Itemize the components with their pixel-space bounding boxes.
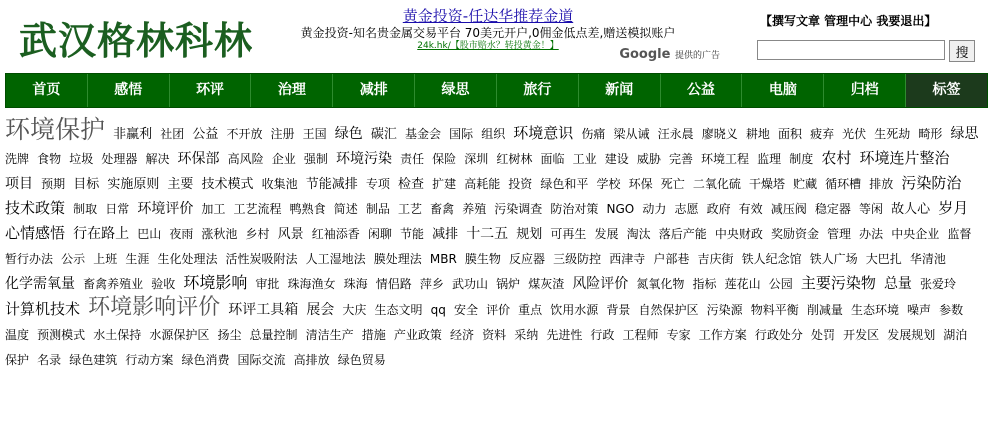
- tag-link[interactable]: 行政处分: [754, 328, 803, 342]
- nav-item[interactable]: 首页: [6, 74, 88, 107]
- tag-link[interactable]: 公园: [768, 277, 793, 291]
- tag-link[interactable]: 生涯: [125, 252, 150, 266]
- tag-link[interactable]: 绿色建筑: [69, 353, 118, 367]
- tag-link[interactable]: 红袖添香: [311, 227, 360, 241]
- tag-link[interactable]: 有效: [738, 202, 763, 216]
- tag-link[interactable]: 温度: [5, 328, 30, 342]
- tag-link[interactable]: 奖励资金: [770, 227, 819, 241]
- tag-link[interactable]: 莲花山: [724, 277, 761, 291]
- ad-brand-note: 提供的广告: [674, 50, 720, 61]
- tag-link[interactable]: 国际: [449, 127, 474, 141]
- tag-link[interactable]: 基金会: [404, 127, 441, 141]
- tag-link[interactable]: 采纳: [514, 328, 539, 342]
- tag-link[interactable]: 红树林: [496, 152, 533, 166]
- tag-link[interactable]: 户部巷: [653, 252, 690, 266]
- tag-link[interactable]: 节能减排: [305, 177, 358, 192]
- tag-link[interactable]: 珠海渔女: [287, 277, 336, 291]
- tag-link[interactable]: 水源保护区: [149, 328, 210, 342]
- tag-link[interactable]: 制取: [73, 202, 98, 216]
- tag-link[interactable]: 政府: [706, 202, 731, 216]
- tag-link[interactable]: 工业: [572, 152, 597, 166]
- tag-link[interactable]: 保护: [5, 353, 30, 367]
- tag-link[interactable]: 华清池: [909, 252, 946, 266]
- tag-link[interactable]: 落后产能: [658, 227, 707, 241]
- tag-link[interactable]: 中央企业: [891, 227, 940, 241]
- tag-link[interactable]: 农村: [821, 149, 852, 167]
- tag-link[interactable]: 监理: [757, 152, 782, 166]
- tag-link[interactable]: 强制: [303, 152, 328, 166]
- tag-link[interactable]: 开发区: [843, 328, 880, 342]
- tag-link[interactable]: 夜雨: [169, 227, 194, 241]
- tag-link[interactable]: 饮用水源: [550, 303, 599, 317]
- tag-link[interactable]: 武功山: [451, 277, 488, 291]
- tag-link[interactable]: 风险评价: [572, 276, 629, 292]
- tag-link[interactable]: 专项: [365, 177, 390, 191]
- tag-link[interactable]: 动力: [642, 202, 667, 216]
- tag-link[interactable]: 高风险: [227, 152, 264, 166]
- tag-link[interactable]: 经济: [449, 328, 474, 342]
- tag-link[interactable]: 生态文明: [374, 303, 423, 317]
- tag-link[interactable]: 洗牌: [5, 152, 30, 166]
- tag-link[interactable]: 暂行办法: [5, 252, 54, 266]
- nav-item[interactable]: 旅行: [497, 74, 579, 107]
- tag-link[interactable]: 技术政策: [5, 199, 66, 217]
- tag-link[interactable]: 环保部: [177, 151, 220, 167]
- tag-link[interactable]: 学校: [596, 177, 621, 191]
- tag-link[interactable]: 自然保护区: [638, 303, 699, 317]
- tag-link[interactable]: 绿色贸易: [337, 353, 386, 367]
- tag-link[interactable]: 情侣路: [375, 277, 412, 291]
- tag-link[interactable]: 产业政策: [393, 328, 442, 342]
- tag-link[interactable]: 畜禽养殖业: [83, 277, 144, 291]
- tag-link[interactable]: 公示: [61, 252, 86, 266]
- tag-link[interactable]: 非赢利: [113, 127, 153, 142]
- tag-link[interactable]: 企业: [271, 152, 296, 166]
- tag-link[interactable]: 环境工程: [701, 152, 750, 166]
- tag-link[interactable]: 组织: [481, 127, 506, 141]
- tag-link[interactable]: 威胁: [636, 152, 661, 166]
- tag-link[interactable]: 指标: [692, 277, 717, 291]
- tag-link[interactable]: 绿色消费: [181, 353, 230, 367]
- tag-link[interactable]: 加工: [201, 202, 226, 216]
- ad-description: 黄金投资-知名贵金属交易平台 70美元开户,0佣金低点差,赠送模拟账户: [300, 25, 676, 40]
- tag-link[interactable]: 心情感悟: [5, 224, 66, 242]
- tag-link[interactable]: 实施原则: [107, 177, 160, 192]
- tag-link[interactable]: 淘汰: [626, 227, 651, 241]
- nav-item[interactable]: 绿思: [415, 74, 497, 107]
- tag-link[interactable]: 制度: [789, 152, 814, 166]
- nav-item[interactable]: 电脑: [742, 74, 824, 107]
- tag-link[interactable]: 节能: [399, 227, 424, 241]
- tag-link[interactable]: 王国: [302, 127, 327, 141]
- tag-link[interactable]: 责任: [400, 152, 425, 166]
- tag-link[interactable]: 行在路上: [73, 226, 130, 242]
- tag-link[interactable]: 面临: [540, 152, 565, 166]
- tag-link[interactable]: 面积: [777, 127, 802, 141]
- tag-link[interactable]: 生态环境: [850, 303, 899, 317]
- tag-link[interactable]: 不开放: [226, 127, 263, 141]
- tag-link[interactable]: 锅炉: [496, 277, 521, 291]
- tag-link[interactable]: 扩建: [432, 177, 457, 191]
- tag-link[interactable]: qq: [430, 303, 446, 317]
- tag-link[interactable]: 氮氧化物: [636, 277, 685, 291]
- tag-link[interactable]: 志愿: [674, 202, 699, 216]
- tag-link[interactable]: 污染源: [706, 303, 743, 317]
- tag-link[interactable]: 生死劫: [874, 127, 911, 141]
- tag-link[interactable]: 廖晓义: [701, 127, 738, 141]
- tag-link[interactable]: 物料平衡: [750, 303, 799, 317]
- google-ad: [254, 5, 722, 65]
- tag-link[interactable]: 湖泊: [943, 328, 968, 342]
- tag-link[interactable]: 伤痛: [581, 127, 606, 141]
- nav-item[interactable]: 归档: [824, 74, 906, 107]
- tag-link[interactable]: 措施: [361, 328, 386, 342]
- tag-link[interactable]: 目标: [73, 177, 100, 192]
- tag-link[interactable]: 排放: [869, 177, 894, 191]
- tag-link[interactable]: 工艺: [397, 202, 422, 216]
- tag-link[interactable]: 展会: [306, 302, 335, 318]
- tag-link[interactable]: 养殖: [462, 202, 487, 216]
- tag-link[interactable]: 畸形: [918, 127, 943, 141]
- tag-link[interactable]: 鸭熟食: [289, 202, 326, 216]
- search-button[interactable]: 搜: [949, 40, 975, 62]
- tag-link[interactable]: 投资: [508, 177, 533, 191]
- tag-link[interactable]: 循环槽: [825, 177, 862, 191]
- tag-link[interactable]: 反应器: [509, 252, 546, 266]
- tag-link[interactable]: 中央财政: [714, 227, 763, 241]
- tag-link[interactable]: 生化处理法: [157, 252, 218, 266]
- tag-link[interactable]: 环境连片整治: [859, 149, 950, 167]
- tag-link[interactable]: 工作方案: [698, 328, 747, 342]
- tag-link[interactable]: 审批: [255, 277, 280, 291]
- tag-link[interactable]: 高排放: [293, 353, 330, 367]
- site-header: [0, 0, 1003, 70]
- nav-item[interactable]: 减排: [333, 74, 415, 107]
- tag-link[interactable]: 膜生物: [464, 252, 501, 266]
- tag-link[interactable]: 社团: [160, 127, 185, 141]
- tag-link[interactable]: 大巴扎: [865, 252, 902, 266]
- tag-link[interactable]: 汪永晨: [657, 127, 694, 141]
- tag-link[interactable]: 办法: [859, 227, 884, 241]
- tag-link[interactable]: 保险: [432, 152, 457, 166]
- tag-link[interactable]: 安全: [453, 303, 478, 317]
- tag-link[interactable]: 人工湿地法: [305, 252, 366, 266]
- tag-link[interactable]: 梁从诫: [613, 127, 650, 141]
- tag-link[interactable]: 涨秋池: [201, 227, 238, 241]
- tag-link[interactable]: 解决: [145, 152, 170, 166]
- tag-link[interactable]: 先进性: [546, 328, 583, 342]
- tag-link[interactable]: 制品: [365, 202, 390, 216]
- tag-link[interactable]: 扬尘: [217, 328, 242, 342]
- tag-link[interactable]: 垃圾: [69, 152, 94, 166]
- tag-link[interactable]: 干燥塔: [748, 177, 785, 191]
- tag-link[interactable]: 乡村: [245, 227, 270, 241]
- nav-item[interactable]: 标签: [906, 74, 987, 107]
- ad-title-link[interactable]: 黄金投资-任达华推荐金道: [402, 7, 574, 25]
- tag-link[interactable]: 评价: [486, 303, 511, 317]
- tag-link[interactable]: 可再生: [550, 227, 587, 241]
- user-links[interactable]: 【撰写文章 管理中心 我要退出】: [760, 14, 937, 28]
- tag-link[interactable]: 环评工具箱: [228, 302, 299, 318]
- tag-link[interactable]: 计算机技术: [5, 300, 81, 318]
- tag-link[interactable]: 项目: [5, 176, 33, 192]
- tag-link[interactable]: 巴山: [137, 227, 162, 241]
- tag-link[interactable]: 萍乡: [419, 277, 444, 291]
- tag-link[interactable]: 上班: [93, 252, 118, 266]
- tag-link[interactable]: 注册: [270, 127, 295, 141]
- tag-link[interactable]: MBR: [429, 252, 457, 266]
- tag-link[interactable]: 死亡: [660, 177, 685, 191]
- tag-link[interactable]: 公益: [192, 127, 219, 142]
- tag-link[interactable]: 国际交流: [237, 353, 286, 367]
- tag-link[interactable]: 重点: [518, 303, 543, 317]
- tag-link[interactable]: 高耗能: [464, 177, 501, 191]
- tag-link[interactable]: 铁人广场: [809, 252, 858, 266]
- tag-link[interactable]: 预期: [41, 177, 66, 191]
- tag-link[interactable]: 光伏: [842, 127, 867, 141]
- tag-link[interactable]: 建设: [604, 152, 629, 166]
- tag-link[interactable]: 环境污染: [335, 151, 392, 167]
- tag-link[interactable]: 名录: [37, 353, 62, 367]
- tag-link[interactable]: 疲弃: [810, 127, 835, 141]
- nav-item[interactable]: 感悟: [88, 74, 170, 107]
- tag-link[interactable]: 噪声: [907, 303, 932, 317]
- tag-link[interactable]: 闲聊: [367, 227, 392, 241]
- tag-link[interactable]: 珠海: [343, 277, 368, 291]
- tag-link[interactable]: 总量: [883, 276, 912, 292]
- tag-link[interactable]: 岁月: [938, 199, 969, 217]
- tag-link[interactable]: 工程师: [622, 328, 659, 342]
- tag-link[interactable]: 环境评价: [137, 201, 194, 217]
- tag-link[interactable]: 主要: [167, 177, 194, 192]
- main-nav: [5, 73, 988, 108]
- tag-link[interactable]: 参数: [939, 303, 964, 317]
- tag-link[interactable]: 吉庆街: [697, 252, 734, 266]
- tag-link[interactable]: 环保: [628, 177, 653, 191]
- tag-link[interactable]: 监督: [947, 227, 972, 241]
- tag-link[interactable]: 绿色和平: [540, 177, 589, 191]
- tag-link[interactable]: 碳汇: [370, 127, 397, 142]
- tag-link[interactable]: 简述: [333, 202, 358, 216]
- tag-link[interactable]: 二氧化硫: [692, 177, 741, 191]
- tag-link[interactable]: 日常: [105, 202, 130, 216]
- tag-link[interactable]: 资料: [482, 328, 507, 342]
- tag-link[interactable]: 三级防控: [553, 252, 602, 266]
- tag-link[interactable]: 处理器: [101, 152, 138, 166]
- tag-link[interactable]: 深圳: [464, 152, 489, 166]
- tag-link[interactable]: 完善: [668, 152, 693, 166]
- tag-link[interactable]: 畜禽: [430, 202, 455, 216]
- tag-link[interactable]: 环境意识: [513, 124, 574, 142]
- tag-link[interactable]: 活性炭吸附法: [225, 252, 298, 266]
- tag-link[interactable]: 收集池: [261, 177, 298, 191]
- google-logo: Google 提供的广告: [619, 46, 720, 62]
- tag-link[interactable]: 故人心: [891, 202, 931, 217]
- tag-link[interactable]: 西津寺: [609, 252, 646, 266]
- tag-link[interactable]: 十二五: [466, 226, 509, 242]
- tag-link[interactable]: 预测模式: [37, 328, 86, 342]
- tag-link[interactable]: 规划: [516, 227, 543, 242]
- tag-cloud: [5, 115, 985, 372]
- tag-link[interactable]: 化学需氧量: [5, 276, 75, 292]
- tag-link[interactable]: 管理: [827, 227, 852, 241]
- tag-link[interactable]: 专家: [666, 328, 691, 342]
- tag-link[interactable]: 检查: [397, 177, 424, 192]
- tag-link[interactable]: 绿思: [950, 126, 979, 142]
- tag-link[interactable]: 贮藏: [793, 177, 818, 191]
- tag-link[interactable]: 膜处理法: [373, 252, 422, 266]
- tag-link[interactable]: 行动方案: [125, 353, 174, 367]
- tag-link[interactable]: 总量控制: [249, 328, 298, 342]
- tag-link[interactable]: 工艺流程: [233, 202, 282, 216]
- tag-link[interactable]: 等闲: [859, 202, 884, 216]
- tag-link[interactable]: 环境影响: [183, 273, 248, 292]
- tag-link[interactable]: 削减量: [806, 303, 843, 317]
- tag-link[interactable]: 张爱玲: [920, 277, 957, 291]
- tag-link[interactable]: 环境影响评价: [88, 295, 221, 320]
- nav-item[interactable]: 公益: [661, 74, 743, 107]
- tag-link[interactable]: 水土保持: [93, 328, 142, 342]
- tag-link[interactable]: 背景: [606, 303, 631, 317]
- tag-link[interactable]: 减压阀: [770, 202, 807, 216]
- tag-link[interactable]: 大庆: [342, 303, 367, 317]
- ad-url-link[interactable]: 24k.hk/【股市赔水？转投黄金！】: [417, 40, 559, 51]
- tag-link[interactable]: 煤灰渣: [528, 277, 565, 291]
- tag-link[interactable]: 食物: [37, 152, 62, 166]
- tag-link[interactable]: 稳定器: [814, 202, 851, 216]
- search-input[interactable]: [757, 40, 945, 60]
- site-logo[interactable]: 武汉格林科林: [19, 18, 254, 63]
- tag-link[interactable]: 行政: [590, 328, 615, 342]
- tag-link[interactable]: 验收: [151, 277, 176, 291]
- tag-link[interactable]: 技术模式: [201, 177, 254, 192]
- tag-link[interactable]: 污染调查: [494, 202, 543, 216]
- tag-link[interactable]: 铁人纪念馆: [741, 252, 802, 266]
- tag-link[interactable]: 主要污染物: [800, 274, 876, 292]
- tag-link[interactable]: 清洁生产: [305, 328, 354, 342]
- tag-link[interactable]: 发展规划: [887, 328, 936, 342]
- tag-link[interactable]: 耕地: [745, 127, 770, 141]
- tag-link[interactable]: 污染防治: [901, 174, 962, 192]
- tag-link[interactable]: 环境保护: [5, 115, 106, 144]
- nav-item[interactable]: 环评: [170, 74, 252, 107]
- nav-item[interactable]: 治理: [251, 74, 333, 107]
- tag-link[interactable]: 减排: [432, 227, 459, 242]
- nav-item[interactable]: 新闻: [579, 74, 661, 107]
- tag-link[interactable]: 处罚: [810, 328, 835, 342]
- tag-link[interactable]: 防治对策: [550, 202, 599, 216]
- tag-link[interactable]: 绿色: [334, 126, 363, 142]
- tag-link[interactable]: 发展: [594, 227, 619, 241]
- tag-link[interactable]: 风景: [277, 227, 304, 242]
- tag-link[interactable]: NGO: [606, 202, 635, 216]
